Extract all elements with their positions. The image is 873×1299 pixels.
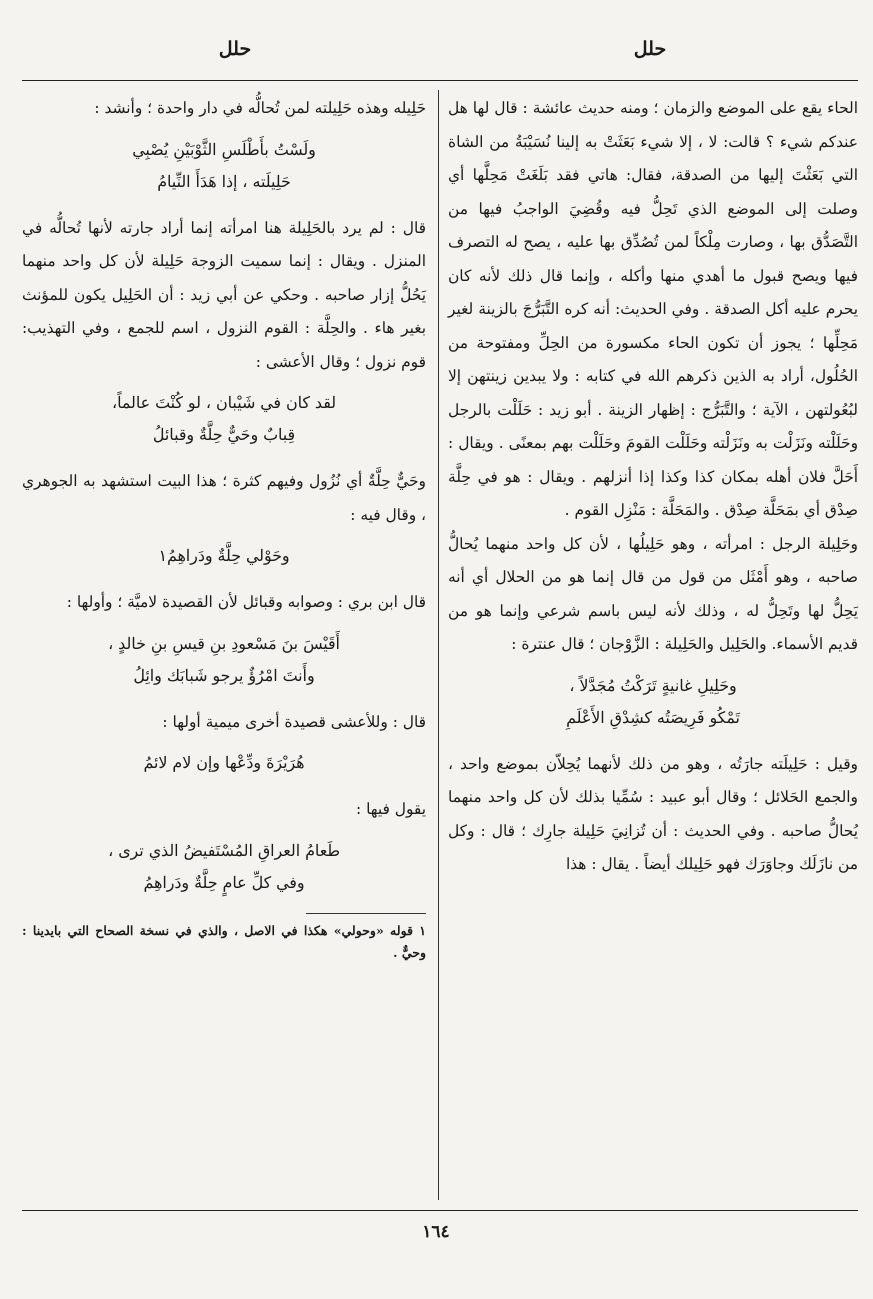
verse (22, 835, 426, 899)
verse-line: وأَنتَ امْرُؤٌ يرجو شَبابَك وائِلُ (133, 665, 315, 685)
verse-line: حَلِيلَته ، إذا هَدَأَ النِّيامُ (157, 171, 291, 191)
paragraph: وحَيٌّ حِلَّةٌ أي نُزُول وفيهم كثرة ؛ هذا البيت استشهد به الجوهري ، وقال فيه : (22, 472, 426, 524)
verse-line: طَعامُ العراقِ المُسْتَفيضُ الذي ترى ، (108, 840, 340, 860)
verse (448, 670, 858, 734)
verse-line: وفي كلِّ عامٍ حِلَّةٌ ودَراهِمُ (143, 872, 305, 892)
verse-line: وحَوْلي حِلَّةٌ ودَراهِمُ١ (158, 546, 290, 565)
verse (22, 628, 426, 692)
verse-line: أَقَيْسَ بنَ مَسْعودِ بنِ قيسِ بنِ خالدٍ ، (108, 633, 340, 653)
right-column (448, 92, 858, 882)
verse-line: قِبابٌ وحَيٌّ حِلَّةٌ وقبائلُ (152, 425, 296, 444)
verse (22, 387, 426, 451)
page-number: ١٦٤ (422, 1222, 450, 1242)
footnote: ١ قوله «وحولي» هكذا في الاصل ، والذي في نسخة الصحاح التي بايدينا : وحيٌّ . (22, 922, 426, 960)
verse-line: تَمْكُو فَرِيصَتُه كشِدْقِ الأَعْلَمِ (566, 707, 740, 727)
header-right-title: حلل (633, 38, 667, 60)
left-column (22, 92, 426, 964)
verse-line: وحَلِيلِ غانيةٍ تَرَكْتُ مُجَدَّلاً ، (569, 675, 737, 695)
bottom-rule (22, 1210, 858, 1211)
paragraph: قال ابن بري : وصوابه وقبائل لأن القصيدة لاميَّة ؛ وأولها : (66, 593, 426, 611)
footnote-rule (306, 913, 426, 914)
verse (22, 134, 426, 198)
paragraph: الحاء يقع على الموضع والزمان ؛ ومنه حديث عائشة : قال لها هل عندكم شيء ؟ قالت: لا ، إلا شيء بَعَثَتْ به إلينا نُسَيْبَةُ من الشاة التي بَعَثْتَ إليها من الصدقة، فقال: هاتي فقد بَلَغَتْ مَحِلَّها أي وصلت إلى الموضع الذي تَحِلُّ فيه وقُضِيَ الواجبُ فيها من التَّصَدُّق بها ، وصارت مِلْكاً لمن تُصُدِّق بها عليه ، يصح له التصرف فيها ويصح قبول ما أهدي منها وأكله ، وإنما قال ذلك لأنه كان يحرم عليه أكل الصدقة . وفي الحديث: أنه كره التَّبَرُّجَ بالزينة لغير مَحِلِّها ؛ يجوز أن تكون الحاء مكسورة من الحِلِّ ومفتوحة من الحُلُول، أراد به الذين ذكرهم الله في كتابه : ولا يبدين زينتهن إلا لبُعُولتهن ، الآية ؛ والتَّبَرُّج : إظهار الزينة . أبو زيد : حَلَلْت بالرجل وحَلَلْته ونَزَلْت به ونَزَلْته وحَلَلْت القومَ وحَلَلْت بهم بمعنًى . ويقال : أَحَلَّ فلان أهله بمكان كذا وكذا إذا أنزلهم . ويقال : هو في حِلَّة صِدْق أي بمَحَلَّة صِدْق . والمَحَلَّة : مَنْزِل القوم . (448, 99, 858, 519)
verse-line: هُرَيْرَةَ ودِّعْها وإن لام لائمُ (143, 753, 305, 772)
paragraph: قال : وللأعشى قصيدة أخرى ميمية أولها : (162, 712, 426, 731)
paragraph: وحَلِيلة الرجل : امرأته ، وهو حَلِيلُها ، لأن كل واحد منهما يُحالُّ صاحبه ، وهو أَمْثَل من قول من قال إنما هو من الحلال أي أنه يَحِلُّ لها وتَحِلُّ له ، وذلك لأنه ليس باسم شرعي وإنما هو من قديم الأسماء. والحَلِيل والحَلِيلة : الزَّوْجان ؛ قال عنترة : (448, 534, 858, 653)
paragraph: قال : لم يرد بالحَلِيلة هنا امرأته إنما أراد جارته لأنها تُحالُّه في المنزل . ويقال : إنما سميت الزوجة حَلِيلة لأن كل واحد منهما يَحُلُّ إزار صاحبه . وحكي عن أبي زيد : أن الحَلِيل يكون للمؤنث بغير هاء . والحِلَّة : القوم النزول ، اسم للجمع ، وفي التهذيب: قوم نزول ؛ وقال الأعشى : (22, 218, 426, 371)
paragraph: وقيل : حَلِيلَته جارَتُه ، وهو من ذلك لأنهما يُحِلاّن بموضع واحد ، والجمع الحَلائل ؛ وقال أبو عبيد : سُمِّيا بذلك لأن كل واحد منهما يُحالُّ صاحبه . وفي الحديث : أن تُزانِيَ حَلِيلة جارِك ؛ قال : وكل من نازَلَك وجاوَرَك فهو حَلِيلك أيضاً . يقال : هذا (448, 754, 858, 873)
verse (22, 747, 426, 779)
verse-line: لقد كان في شَيْبان ، لو كُنْتَ عالماً، (111, 393, 337, 412)
paragraph: يقول فيها : (356, 800, 426, 818)
verse-line: ولَسْتُ بأَطْلَسِ الثَّوْبَيْنِ يُصْبِي (132, 139, 316, 159)
header-left-title: حلل (218, 38, 252, 60)
paragraph: حَلِيله وهذه حَلِيلته لمن تُحالُّه في دار واحدة ؛ وأنشد : (94, 99, 426, 117)
top-rule (22, 80, 858, 81)
verse (22, 540, 426, 572)
column-separator (438, 90, 439, 1200)
